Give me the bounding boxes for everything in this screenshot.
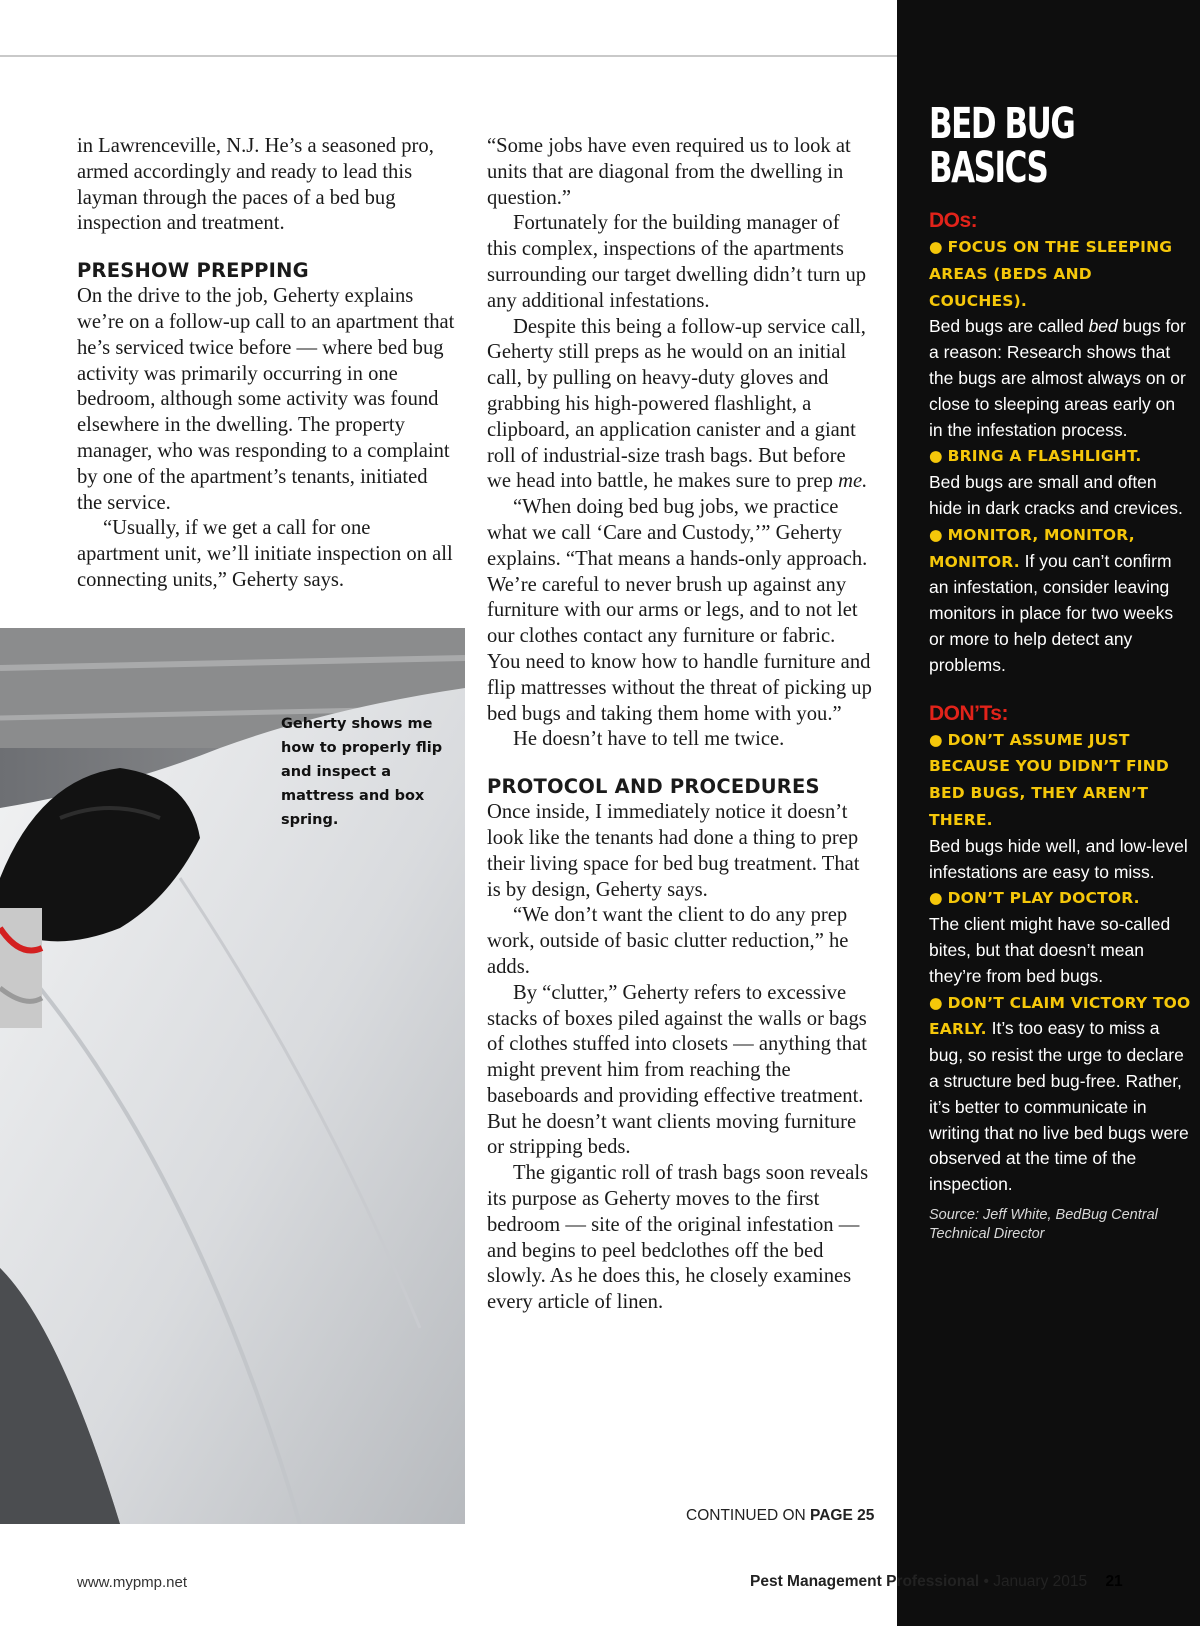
paragraph: He doesn’t have to tell me twice. <box>513 728 785 751</box>
list-item <box>929 234 1191 443</box>
item-text: Bed bugs are small and often hide in dark cracks and crevices. <box>929 472 1183 518</box>
emphasis-text: me. <box>838 470 868 493</box>
spacer <box>929 679 1191 701</box>
item-text: It’s too easy to miss a bug, so resist the urge to declare a structure bed bug-free. Rather, it’s better to communicate in writing that no live bed bugs were observed at the time of the inspection. <box>929 1018 1189 1195</box>
paragraph: “We don’t want the client to do any prep work, outside of basic clutter reduction,” he adds. <box>487 904 849 978</box>
footer-folio <box>750 1573 1123 1591</box>
section-heading-protocol: PROTOCOL AND PROCEDURES <box>487 775 820 799</box>
bullet-icon: ● <box>929 993 943 1012</box>
list-item <box>929 885 1191 989</box>
item-heading: MONITOR, MONITOR, MONITOR. <box>929 525 1135 571</box>
paragraph: “When doing bed bug jobs, we practice what we call ‘Care and Custody,’” Geherty explains. “That means a hands-only approach. We’re careful to never brush up against any furniture with our arms or legs, and to not let our clothes contact any furniture or fabric. You need to know how to handle furniture and flip mattresses without the threat of picking up bed bugs and taking them home with you.” <box>487 496 872 725</box>
paragraph: By “clutter,” Geherty refers to excessive stacks of boxes piled against the walls or bags of clothes stuffed into closets — anything that might prevent him from reaching the baseboards and providing effective treatment. But he doesn’t want clients moving furniture or stripping beds. <box>487 981 867 1159</box>
item-heading: DON’T CLAIM VICTORY TOO EARLY. <box>929 993 1191 1039</box>
paragraph: “Some jobs have even required us to look at units that are diagonal from the dwelling in question.” <box>487 135 851 209</box>
bullet-icon: ● <box>929 730 943 749</box>
article-column-1 <box>77 134 457 594</box>
list-item <box>929 727 1191 886</box>
paragraph: Fortunately for the building manager of this complex, inspections of the apartments surrounding our target dwelling didn’t turn up any additional infestations. <box>487 212 867 312</box>
item-text: The client might have so-called bites, but that doesn’t mean they’re from bed bugs. <box>929 914 1171 986</box>
sidebar-bed-bug-basics <box>897 0 1200 1626</box>
item-emphasis: bed <box>1088 316 1118 337</box>
list-item <box>929 990 1191 1198</box>
dos-heading: DOs: <box>929 209 978 232</box>
footer-page-number: 21 <box>1105 1573 1123 1590</box>
sidebar-title <box>929 99 1118 193</box>
photo-caption: Geherty shows me how to properly flip and inspect a mattress and box spring. <box>281 716 443 828</box>
list-item <box>929 522 1191 679</box>
bullet-icon: ● <box>929 238 943 256</box>
footer-date: January 2015 <box>993 1573 1088 1590</box>
paragraph: in Lawrenceville, N.J. He’s a seasoned pro, armed accordingly and ready to lead this layman through the paces of a bed bug inspection and treatment. <box>77 135 434 235</box>
article-column-2 <box>487 134 872 1316</box>
paragraph-text: Despite this being a follow-up service call, Geherty still preps as he would on an initial call, by pulling on heavy-duty gloves and grabbing his high-powered flashlight, a clipboard, an application canister and a giant roll of industrial-size trash bags. But before we head into battle, he makes sure to prep <box>487 315 866 493</box>
item-text: Bed bugs hide well, and low-level infestations are easy to miss. <box>929 835 1188 882</box>
list-item <box>929 443 1191 521</box>
item-heading: DON’T PLAY DOCTOR. <box>947 889 1140 908</box>
bullet-icon: ● <box>929 889 943 908</box>
sidebar-content <box>929 99 1191 1244</box>
paragraph: The gigantic roll of trash bags soon reveals its purpose as Geherty moves to the first bedroom — site of the original infestation — and begins to peel bedclothes off the bed slowly. As he does this, he closely examines every article of linen. <box>487 1162 869 1314</box>
item-heading: DON’T ASSUME JUST BECAUSE YOU DIDN’T FIND BED BUGS, THEY AREN’T THERE. <box>929 730 1169 829</box>
item-heading: FOCUS ON THE SLEEPING AREAS (BEDS AND COUCHES). <box>929 238 1173 310</box>
item-text: If you can’t confirm an infestation, consider leaving monitors in place for two weeks or more to help detect any problems. <box>929 550 1174 675</box>
continued-prefix: CONTINUED ON <box>686 1507 810 1524</box>
sidebar-title-line: BASICS <box>929 143 1048 193</box>
continued-note <box>686 1507 874 1525</box>
paragraph: On the drive to the job, Geherty explains we’re on a follow-up call to an apartment that he’s serviced twice before — where bed bug activity was primarily occurring in one bedroom, although some activity was found elsewhere in the dwelling. The property manager, who was responding to a complaint by one of the apartment’s tenants, initiated the service. <box>77 285 455 514</box>
dos-list <box>929 234 1191 679</box>
footer-magazine-name: Pest Management Professional <box>750 1573 980 1590</box>
paragraph: “Usually, if we get a call for one apartment unit, we’ll initiate inspection on all connecting units,” Geherty says. <box>77 517 453 591</box>
continued-page-link[interactable]: PAGE 25 <box>810 1507 875 1524</box>
sidebar-title-line: BED BUG <box>929 99 1075 149</box>
footer-separator: • <box>983 1573 989 1590</box>
donts-list <box>929 727 1191 1198</box>
item-heading: BRING A FLASHLIGHT. <box>947 447 1142 466</box>
section-heading-preshow: PRESHOW PREPPING <box>77 259 309 283</box>
donts-heading: DON’Ts: <box>929 701 1008 725</box>
item-text: bugs for a reason: Research shows that the bugs are almost always on or close to sleeping areas early on in the infestation process. <box>929 316 1186 440</box>
top-rule <box>0 55 897 57</box>
bullet-icon: ● <box>929 447 943 466</box>
paragraph <box>487 315 872 496</box>
sidebar-source: Source: Jeff White, BedBug Central Technical Director <box>929 1206 1158 1242</box>
item-text: Bed bugs are called <box>929 316 1089 337</box>
paragraph: Once inside, I immediately notice it doesn’t look like the tenants had done a thing to prep their living space for bed bug treatment. That is by design, Geherty says. <box>487 801 860 901</box>
footer-website-link[interactable]: www.mypmp.net <box>77 1574 188 1591</box>
bullet-icon: ● <box>929 525 943 544</box>
